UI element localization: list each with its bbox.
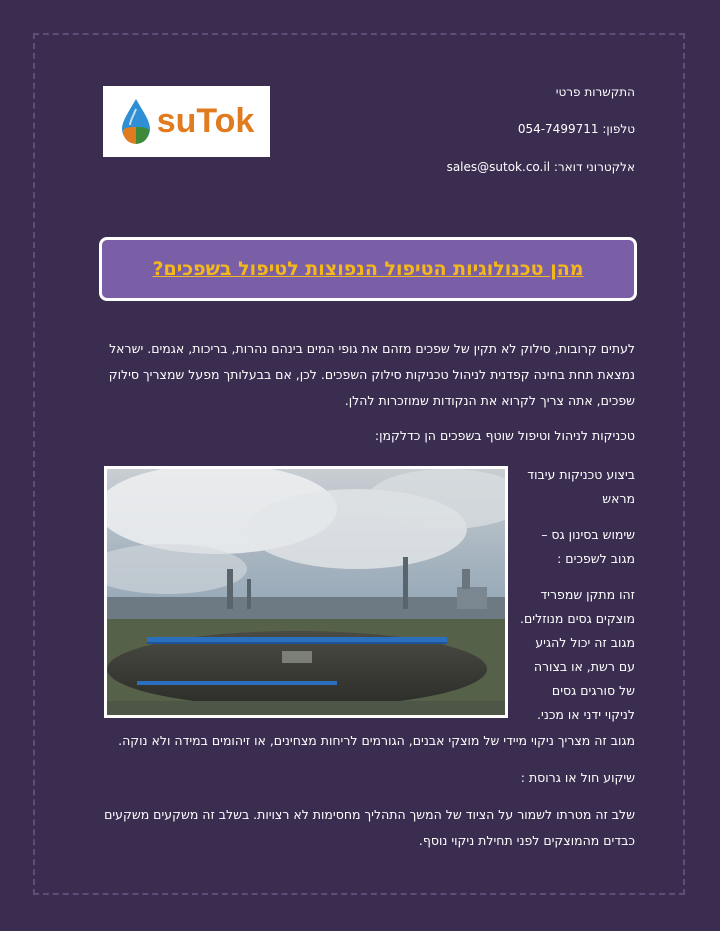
side-line: מגוב לשפכים : [557,551,635,566]
intro-line: שפכים, אתה צריך לקרוא את הנקודות שמוזכרות להלן. [344,393,635,408]
sand-line: כבדים מהמוצקים לפני תחילת ניקוי נוסף. [418,833,635,848]
sutok-logo [103,86,270,157]
page-title: מהן טכנולוגיות הטיפול הנפוצות לטיפול בשפכים? [152,258,584,280]
side-text [465,463,635,727]
intro-line: לעתים קרובות, סילוק לא תקין של שפכים מזהם את גופי המים בינהם נהרות, בריכות, אגמים. ישראל [109,341,635,356]
sand-paragraph [75,802,635,854]
sand-heading: שיקוע חול או גרוסת : [520,770,635,785]
sand-line: שלב זה מטרתו לשמור על הציוד של המשך התהליך מחסימות לא רצויות. בשלב זה משקעים משקעים [104,807,635,822]
side-spacer [465,571,635,583]
side-spacer [465,511,635,523]
contact-phone[interactable]: טלפון: 054-7499711 [517,122,635,136]
techniques-heading: טכניקות לניהול וטיפול שוטף בשפכים הן כדלקמן: [374,428,635,443]
intro-line: נמצאת תחת בחינה קפדנית לניהול טכניקות סילוק השפכים. לכן, אם בבעלותך מפעל שמצריך סילוק [108,367,635,382]
logo-text: suTok [156,102,255,140]
side-line: מוצקים גסים מנוזלים. [520,611,635,626]
side-line: של סורגים גסים [551,683,635,698]
side-line: מגוב זה יכול להגיע [535,635,635,650]
contact-heading: התקשרות פרטי [555,85,635,99]
grate-note: מגוב זה מצריך ניקוי מיידי של מוצקי אבנים, הגורמים לריחות מצחינים, או זיהומים במידה ולא נוקה. [118,733,635,748]
intro-paragraph [75,336,635,414]
water-drop-icon [119,97,153,147]
side-line: מראש [602,491,635,506]
side-line: עם רשת, או בצורה [533,659,635,674]
side-line: שימוש בסינון גס – [541,527,635,542]
title-box [99,237,637,301]
contact-email[interactable]: אלקטרוני דואר: sales@sutok.co.il [446,160,635,174]
side-line: לניקוי ידני או מכני. [537,707,635,722]
side-line: ביצוע טכניקות עיבוד [527,467,635,482]
side-line: זהו מתקן שמפריד [540,587,635,602]
wastewater-plant-photo [104,466,508,718]
